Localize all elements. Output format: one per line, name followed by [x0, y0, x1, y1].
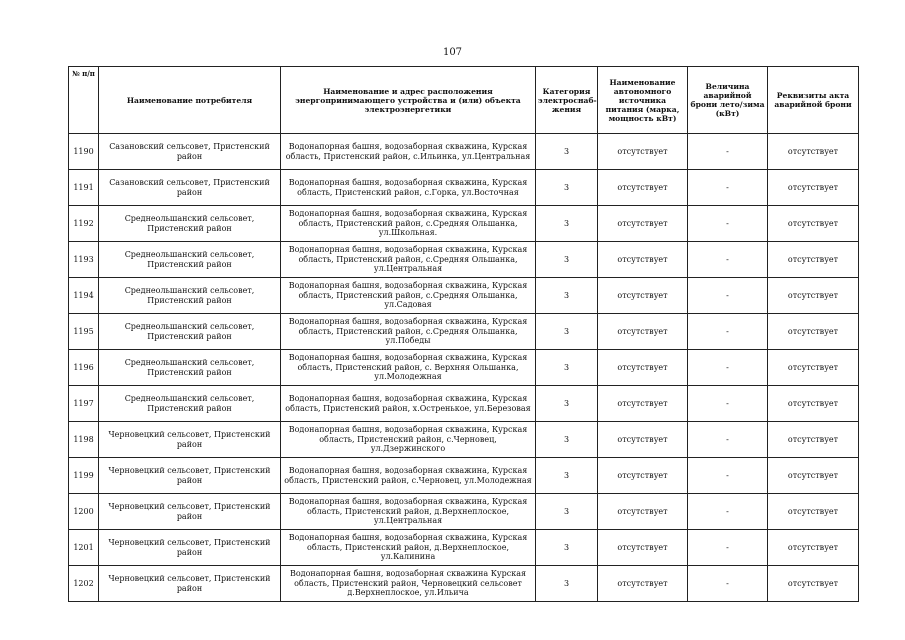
row-power-source: отсутствует: [598, 386, 688, 422]
row-reserve-value: -: [688, 278, 768, 314]
row-reserve-value: -: [688, 494, 768, 530]
row-object: Водонапорная башня, водозаборная скважина, Курская область, Пристенский район, с. Верхняя Ольшанка, ул.Молодежная: [281, 350, 536, 386]
row-number: 1202: [69, 566, 99, 602]
row-act-details: отсутствует: [768, 206, 859, 242]
row-category: 3: [536, 530, 598, 566]
row-consumer: Черновецкий сельсовет, Пристенский район: [99, 530, 281, 566]
table-row: [69, 386, 859, 422]
row-reserve-value: -: [688, 350, 768, 386]
row-act-details: отсутствует: [768, 494, 859, 530]
row-number: 1193: [69, 242, 99, 278]
row-power-source: отсутствует: [598, 170, 688, 206]
row-act-details: отсутствует: [768, 386, 859, 422]
row-consumer: Черновецкий сельсовет, Пристенский район: [99, 422, 281, 458]
row-power-source: отсутствует: [598, 530, 688, 566]
row-power-source: отсутствует: [598, 314, 688, 350]
row-consumer: Сазановский сельсовет, Пристенский район: [99, 170, 281, 206]
table-header: [69, 67, 859, 134]
row-power-source: отсутствует: [598, 242, 688, 278]
row-number: 1200: [69, 494, 99, 530]
row-consumer: Среднеольшанский сельсовет, Пристенский район: [99, 278, 281, 314]
table-body: [69, 134, 859, 602]
table-row: [69, 242, 859, 278]
row-object: Водонапорная башня, водозаборная скважина, Курская область, Пристенский район, с.Ильинка, ул.Центральная: [281, 134, 536, 170]
table-row: [69, 170, 859, 206]
row-consumer: Черновецкий сельсовет, Пристенский район: [99, 566, 281, 602]
row-act-details: отсутствует: [768, 350, 859, 386]
row-number: 1196: [69, 350, 99, 386]
row-category: 3: [536, 458, 598, 494]
page-number: 107: [442, 47, 463, 58]
row-object: Водонапорная башня, водозаборная скважина, Курская область, Пристенский район, с.Средняя Ольшанка, ул.Победы: [281, 314, 536, 350]
row-category: 3: [536, 206, 598, 242]
row-act-details: отсутствует: [768, 170, 859, 206]
row-power-source: отсутствует: [598, 566, 688, 602]
row-category: 3: [536, 494, 598, 530]
row-consumer: Среднеольшанский сельсовет, Пристенский район: [99, 386, 281, 422]
row-number: 1194: [69, 278, 99, 314]
row-category: 3: [536, 134, 598, 170]
row-object: Водонапорная башня, водозаборная скважина Курская область, Пристенский район, Черновецкий сельсовет д.Верхнеплоское, ул.Ильича: [281, 566, 536, 602]
row-consumer: Среднеольшанский сельсовет, Пристенский район: [99, 206, 281, 242]
row-reserve-value: -: [688, 206, 768, 242]
row-object: Водонапорная башня, водозаборная скважина, Курская область, Пристенский район, д.Верхнеплоское, ул.Центральная: [281, 494, 536, 530]
row-reserve-value: -: [688, 386, 768, 422]
row-category: 3: [536, 278, 598, 314]
row-category: 3: [536, 422, 598, 458]
row-category: 3: [536, 566, 598, 602]
row-reserve-value: -: [688, 170, 768, 206]
row-consumer: Сазановский сельсовет, Пристенский район: [99, 134, 281, 170]
row-category: 3: [536, 314, 598, 350]
row-object: Водонапорная башня, водозаборная скважина, Курская область, Пристенский район, с.Черновец, ул.Дзержинского: [281, 422, 536, 458]
row-power-source: отсутствует: [598, 206, 688, 242]
row-number: 1191: [69, 170, 99, 206]
header-consumer: Наименование потребителя: [99, 67, 281, 134]
row-object: Водонапорная башня, водозаборная скважина, Курская область, Пристенский район, с.Черновец, ул.Молодежная: [281, 458, 536, 494]
row-power-source: отсутствует: [598, 458, 688, 494]
row-number: 1192: [69, 206, 99, 242]
row-consumer: Черновецкий сельсовет, Пристенский район: [99, 494, 281, 530]
row-power-source: отсутствует: [598, 494, 688, 530]
row-act-details: отсутствует: [768, 278, 859, 314]
row-number: 1195: [69, 314, 99, 350]
table-row: [69, 206, 859, 242]
table-row: [69, 458, 859, 494]
row-power-source: отсутствует: [598, 422, 688, 458]
table-row: [69, 314, 859, 350]
row-act-details: отсутствует: [768, 530, 859, 566]
row-number: 1201: [69, 530, 99, 566]
row-category: 3: [536, 242, 598, 278]
row-reserve-value: -: [688, 530, 768, 566]
table-row: [69, 350, 859, 386]
row-power-source: отсутствует: [598, 278, 688, 314]
header-num: № п/п: [69, 67, 99, 134]
row-act-details: отсутствует: [768, 566, 859, 602]
row-act-details: отсутствует: [768, 134, 859, 170]
row-power-source: отсутствует: [598, 350, 688, 386]
row-consumer: Среднеольшанский сельсовет, Пристенский район: [99, 350, 281, 386]
row-number: 1198: [69, 422, 99, 458]
row-act-details: отсутствует: [768, 458, 859, 494]
row-object: Водонапорная башня, водозаборная скважина, Курская область, Пристенский район, с.Горка, ул.Восточная: [281, 170, 536, 206]
table-row: [69, 494, 859, 530]
header-act: Реквизиты акта аварийной брони: [768, 67, 859, 134]
row-reserve-value: -: [688, 242, 768, 278]
row-consumer: Среднеольшанский сельсовет, Пристенский район: [99, 242, 281, 278]
row-consumer: Среднеольшанский сельсовет, Пристенский район: [99, 314, 281, 350]
row-number: 1197: [69, 386, 99, 422]
row-reserve-value: -: [688, 314, 768, 350]
row-object: Водонапорная башня, водозаборная скважина, Курская область, Пристенский район, с.Средняя Ольшанка, ул.Садовая: [281, 278, 536, 314]
row-reserve-value: -: [688, 458, 768, 494]
row-category: 3: [536, 170, 598, 206]
table-row: [69, 566, 859, 602]
table-row: [69, 278, 859, 314]
row-category: 3: [536, 350, 598, 386]
row-object: Водонапорная башня, водозаборная скважина, Курская область, Пристенский район, х.Остренькое, ул.Березовая: [281, 386, 536, 422]
table-row: [69, 530, 859, 566]
row-reserve-value: -: [688, 134, 768, 170]
row-power-source: отсутствует: [598, 134, 688, 170]
row-reserve-value: -: [688, 566, 768, 602]
row-consumer: Черновецкий сельсовет, Пристенский район: [99, 458, 281, 494]
header-category: Категория электроснаб-жения: [536, 67, 598, 134]
emergency-reserve-table: [68, 66, 859, 602]
row-object: Водонапорная башня, водозаборная скважина, Курская область, Пристенский район, с.Средняя Ольшанка, ул.Центральная: [281, 242, 536, 278]
row-category: 3: [536, 386, 598, 422]
row-object: Водонапорная башня, водозаборная скважина, Курская область, Пристенский район, д.Верхнеплоское, ул.Калинина: [281, 530, 536, 566]
row-act-details: отсутствует: [768, 422, 859, 458]
row-reserve-value: -: [688, 422, 768, 458]
table-row: [69, 134, 859, 170]
row-act-details: отсутствует: [768, 242, 859, 278]
row-number: 1199: [69, 458, 99, 494]
row-act-details: отсутствует: [768, 314, 859, 350]
row-number: 1190: [69, 134, 99, 170]
table-row: [69, 422, 859, 458]
header-reserve: Величина аварийной брони лето/зима (кВт): [688, 67, 768, 134]
row-object: Водонапорная башня, водозаборная скважина, Курская область, Пристенский район, с.Средняя Ольшанка, ул.Школьная.: [281, 206, 536, 242]
header-source: Наименование автономного источника питания (марка, мощность кВт): [598, 67, 688, 134]
header-object: Наименование и адрес расположения энергопринимающего устройства и (или) объекта электроэнергетики: [281, 67, 536, 134]
